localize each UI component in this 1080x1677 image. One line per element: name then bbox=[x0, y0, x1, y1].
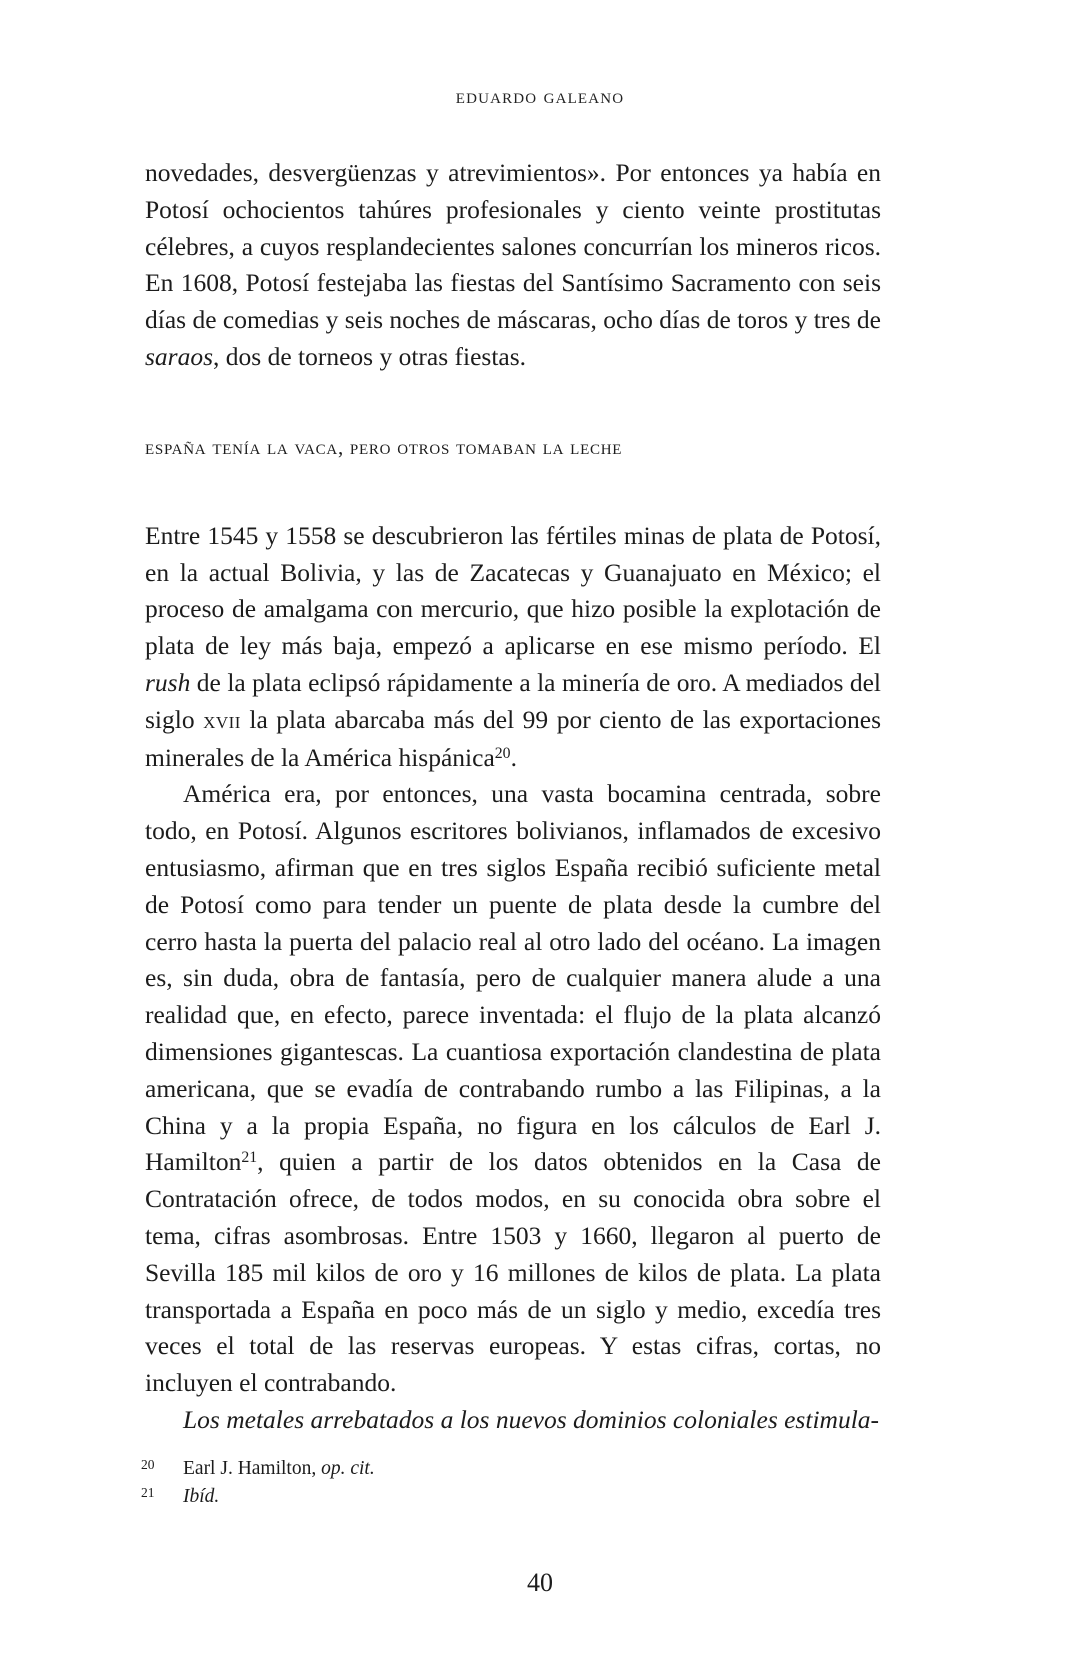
footnote-number: 20 bbox=[141, 1457, 155, 1472]
footnote-text bbox=[183, 1483, 887, 1511]
page-number: 40 bbox=[527, 1568, 553, 1597]
footnote-text bbox=[183, 1455, 887, 1483]
footnotes-block bbox=[137, 1455, 887, 1511]
paragraph-4: Los metales arrebatados a los nuevos dominios coloniales estimula- bbox=[183, 1404, 880, 1434]
paragraph-2-italic-rush: rush bbox=[145, 667, 191, 697]
section-heading-wrapper bbox=[145, 432, 881, 462]
paragraph-2-text-a: Entre 1545 y 1558 se descubrieron las fértiles minas de plata de Potosí, en la actual Bolivia, y las de Zacatecas y Guanajuato en México; el proceso de amalgama con mercurio, que hizo posible la explotación de plata de ley más baja, empezó a aplicarse en ese mismo período. El bbox=[145, 520, 881, 661]
footnote-text-roman: Earl J. Hamilton, bbox=[183, 1458, 322, 1479]
footnote-ref-20[interactable]: 20 bbox=[494, 744, 511, 762]
paragraph-1-text-b: , dos de torneos y otras fiestas. bbox=[213, 341, 527, 371]
running-head: eduardo galeano bbox=[455, 84, 625, 108]
paragraph-2-century-smallcaps: xvii bbox=[203, 707, 241, 734]
footnote-item bbox=[137, 1455, 887, 1483]
paragraph-2-text-b: de la plata eclipsó rápidamente a la minería de oro. A mediados del siglo bbox=[145, 667, 881, 734]
paragraph-3-text-b: , quien a partir de los datos obtenidos en la Casa de Contratación ofrece, de todos modos, en su conocida obra sobre el tema, cifras asombrosas. Entre 1503 y 1660, llegaron al puerto de Sevilla 185 mil kilos de oro y 16 millones de kilos de plata. La plata transportada a España en poco más de un siglo y medio, excedía tres veces el total de las reservas europeas. Y estas cifras, cortas, no incluyen el contrabando. bbox=[145, 1147, 881, 1398]
text-block bbox=[145, 155, 881, 1439]
footnote-item bbox=[137, 1483, 887, 1511]
paragraph-2-text-c: la plata abarcaba más del 99 por ciento de las exportaciones minerales de la América hispánica bbox=[145, 704, 882, 772]
paragraph-1 bbox=[145, 155, 881, 376]
paragraph-1-italic-saraos: saraos bbox=[145, 341, 214, 371]
paragraph-1-text-a: novedades, desvergüenzas y atrevimientos». Por entonces ya había en Potosí ochocientos tahúres profesionales y ciento veinte prostitutas célebres, a cuyos resplandecientes salones concurrían los mineros ricos. En 1608, Potosí festejaba las fiestas del Santísimo Sacramento con seis días de comedias y seis noches de máscaras, ocho días de toros y tres de bbox=[145, 158, 881, 335]
paragraph-3 bbox=[145, 776, 881, 1402]
paragraph-2-text-d: . bbox=[510, 742, 517, 772]
footnote-text-italic: Ibíd. bbox=[183, 1486, 220, 1507]
footnote-text-italic: op. cit. bbox=[321, 1458, 375, 1479]
paragraph-3-text-a: América era, por entonces, una vasta bocamina centrada, sobre todo, en Potosí. Algunos escritores bolivianos, inflamados de excesivo entusiasmo, afirman que en tres siglos España recibió suficiente metal de Potosí como para tender un puente de plata desde la cumbre del cerro hasta la puerta del palacio real al otro lado del océano. La imagen es, sin duda, obra de fantasía, pero de cualquier manera alude a una realidad que, en efecto, parece inventada: el flujo de la plata alcanzó dimensiones gigantescas. La cuantiosa exportación clandestina de plata americana, que se evadía de contrabando rumbo a las Filipinas, a la China y a la propia España, no figura en los cálculos de Earl J. Hamilton bbox=[145, 779, 881, 1177]
paragraph-2 bbox=[145, 518, 881, 777]
footnote-ref-21[interactable]: 21 bbox=[241, 1149, 258, 1167]
footnote-number: 21 bbox=[141, 1485, 155, 1500]
section-heading: españa tenía la vaca, pero otros tomaban la leche bbox=[145, 434, 623, 459]
